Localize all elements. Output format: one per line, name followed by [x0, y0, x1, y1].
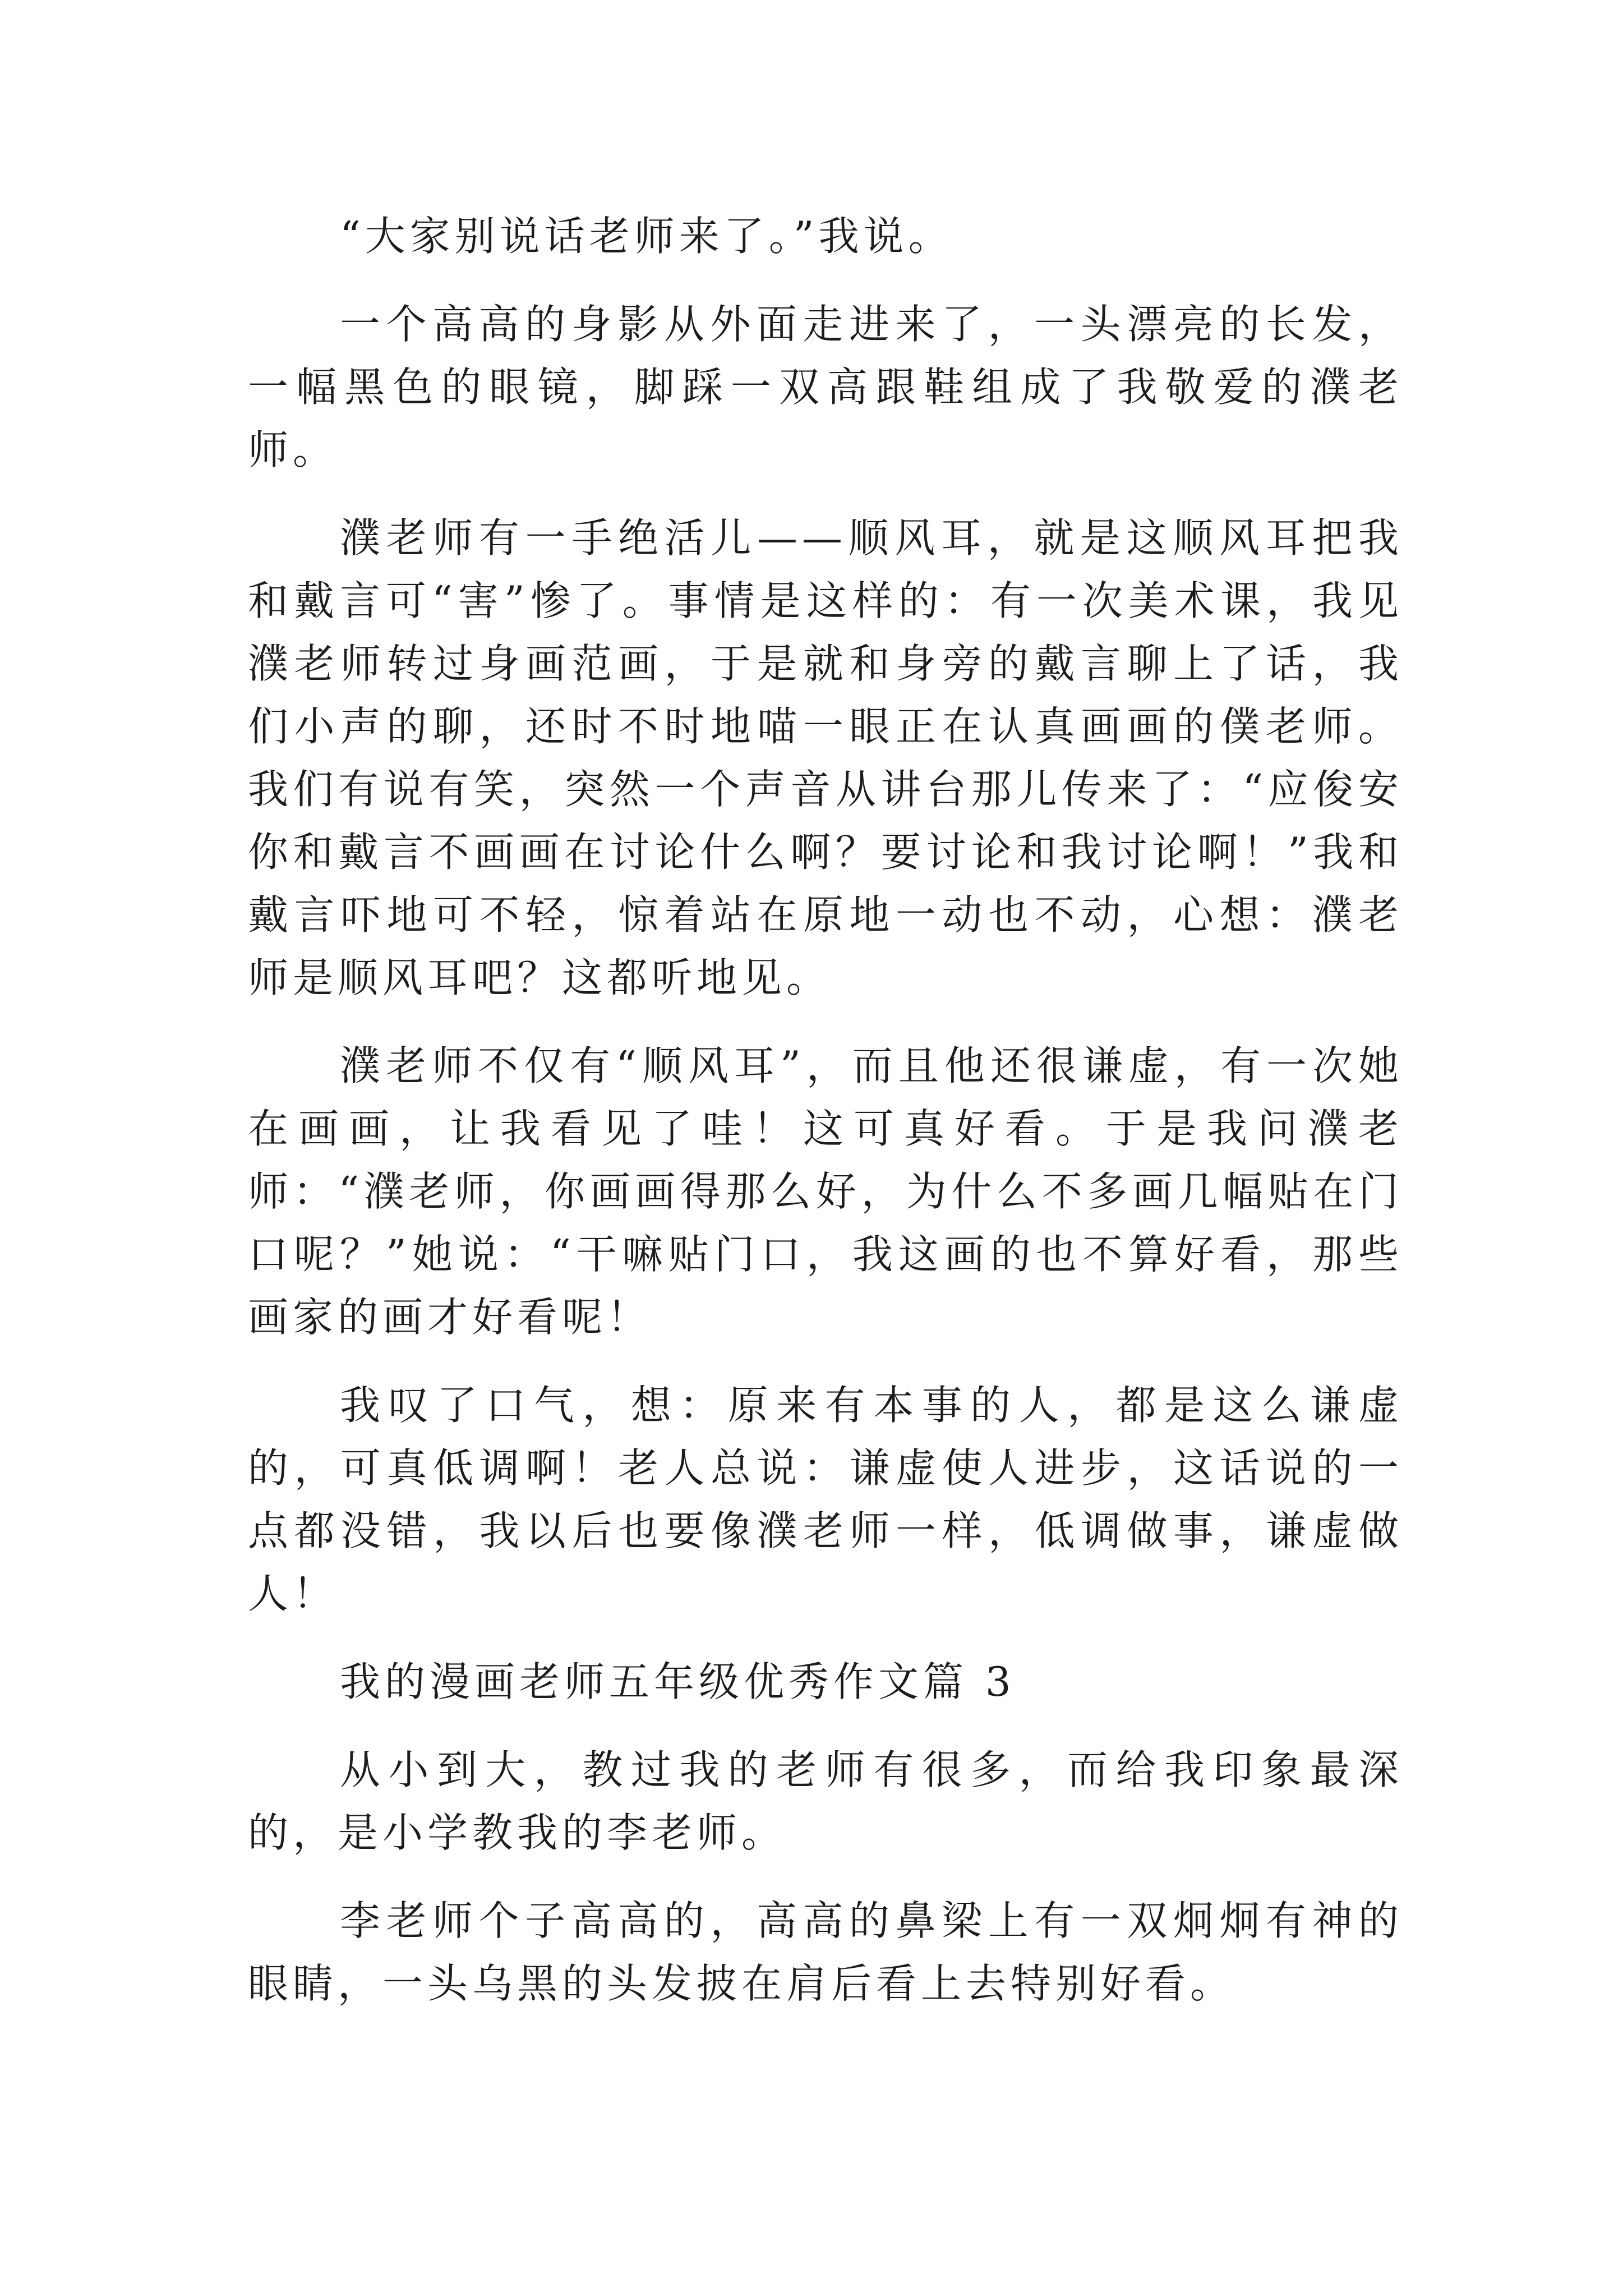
paragraph-reflection: 我叹了口气，想：原来有本事的人，都是这么谦虚的，可真低调啊！老人总说：谦虚使人进步，这话说的一点都没错，我以后也要像濮老师一样，低调做事，谦虚做人！: [248, 1382, 1403, 1617]
paragraph-dialogue: “大家别说话老师来了。”我说。: [340, 213, 953, 260]
paragraph-teacher-appearance: 一个高高的身影从外面走进来了，一头漂亮的长发，一幅黑色的眼镜，脚踩一双高跟鞋组成了我敬爱的濮老师。: [248, 301, 1403, 473]
paragraph-intro-teacher-li: 从小到大，教过我的老师有很多，而给我印象最深的，是小学教我的李老师。: [248, 1746, 1403, 1856]
paragraph-sharp-ears-story: 濮老师有一手绝活儿——顺风耳，就是这顺风耳把我和戴言可“害”惨了。事情是这样的：有一次美术课，我见濮老师转过身画范画，于是就和身旁的戴言聊上了话，我们小声的聊，还时不时地喵一眼正在认真画画的僕老师。我们有说有笑，突然一个声音从讲台那儿传来了：“应俊安你和戴言不画画在讨论什么啊？要讨论和我讨论啊！”我和戴言吓地可不轻，惊着站在原地一动也不动，心想：濮老师是顺风耳吧？这都听地见。: [248, 514, 1403, 1001]
paragraph-modesty-story: 濮老师不仅有“顺风耳”，而且他还很谦虚，有一次她在画画，让我看见了哇！这可真好看。于是我问濮老师：“濮老师，你画画得那么好，为什么不多画几幅贴在门口呢？”她说：“干嘛贴门口，我这画的也不算好看，那些画家的画才好看呢！: [248, 1042, 1403, 1341]
section-heading: 我的漫画老师五年级优秀作文篇 3: [340, 1658, 1016, 1705]
document-body: [248, 205, 1403, 2040]
paragraph-teacher-li-appearance: 李老师个子高高的，高高的鼻梁上有一双炯炯有神的眼睛，一头乌黑的头发披在肩后看上去特别好看。: [248, 1897, 1403, 2007]
